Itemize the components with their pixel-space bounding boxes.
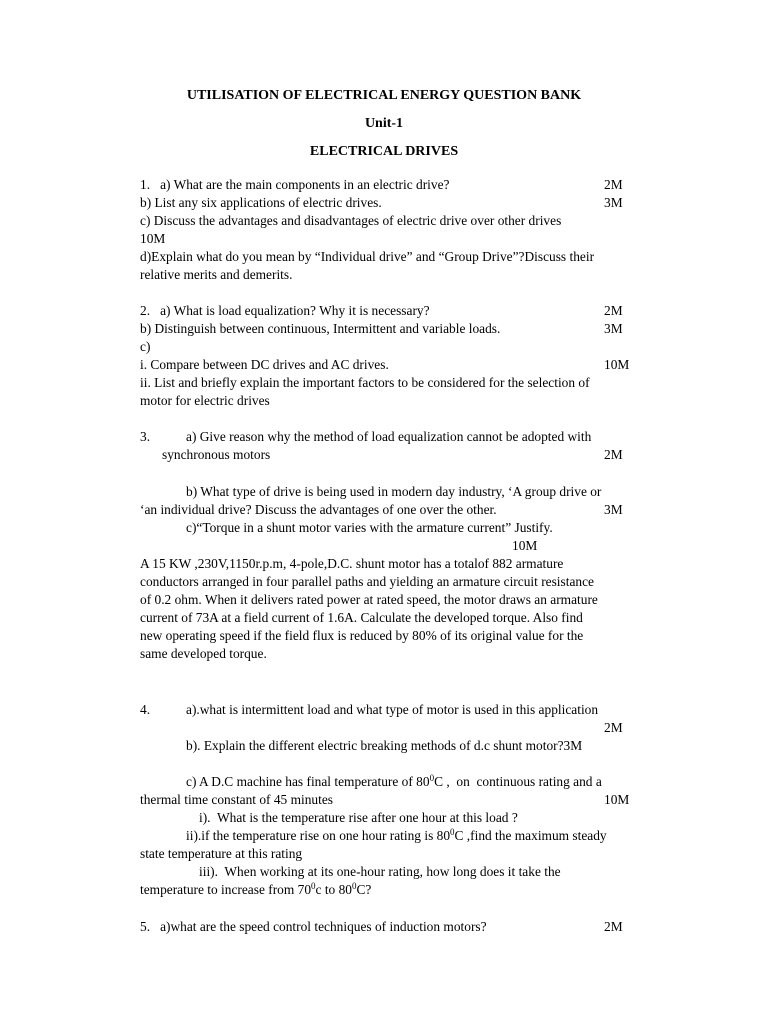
q3-a-text-line2: synchronous motors <box>162 447 271 462</box>
degree-superscript: 0 <box>311 881 316 891</box>
q2-c-ii-text-line1: ii. List and briefly explain the important factors to be considered for the selection of <box>140 375 590 390</box>
degree-superscript: 0 <box>429 773 435 783</box>
unit-heading: Unit-1 <box>364 116 404 131</box>
document-title: UTILISATION OF ELECTRICAL ENERGY QUESTION BANK <box>186 88 582 103</box>
q2-c-text: c) <box>140 339 151 354</box>
q3-number: 3. <box>140 429 151 444</box>
q4-c-ii-text-line2: state temperature at this rating <box>140 846 303 861</box>
q1-d-text-line2: relative merits and demerits. <box>140 267 293 282</box>
q2-a-text: 2. a) What is load equalization? Why it is necessary? <box>140 303 430 318</box>
q3-problem-line1: A 15 KW ,230V,1150r.p.m, 4-pole,D.C. shunt motor has a totalof 882 armature <box>140 556 564 571</box>
q2-a-marks: 2M <box>604 303 623 318</box>
degree-superscript: 0 <box>351 881 357 891</box>
q3-problem-line4: current of 73A at a field current of 1.6A. Calculate the developed torque. Also find <box>140 610 583 625</box>
q3-c-marks: 10M <box>512 538 538 553</box>
q4-a-marks: 2M <box>604 720 623 735</box>
q3-b-text-line1: b) What type of drive is being used in modern day industry, ‘A group drive or <box>186 484 602 499</box>
q2-c-i-text: i. Compare between DC drives and AC drives. <box>140 357 389 372</box>
q4-number: 4. <box>140 702 151 717</box>
q2-c-ii-text-line2: motor for electric drives <box>140 393 270 408</box>
q3-a-text-line1: a) Give reason why the method of load equalization cannot be adopted with <box>186 429 592 444</box>
q4-c-text-line2: thermal time constant of 45 minutes <box>140 792 334 807</box>
q4-c-iii-text-line1: iii). When working at its one-hour rating, how long does it take the <box>199 864 561 879</box>
q2-b-text: b) Distinguish between continuous, Intermittent and variable loads. <box>140 321 501 336</box>
q1-b-text: b) List any six applications of electric drives. <box>140 195 382 210</box>
q2-c-i-marks: 10M <box>604 357 630 372</box>
q4-c-iii-text-line2: temperature to increase from $70^0c$ to $80^0C$? <box>140 881 372 897</box>
q3-problem-line6: same developed torque. <box>140 646 267 661</box>
q1-a-marks: 2M <box>604 177 623 192</box>
q3-a-marks: 2M <box>604 447 623 462</box>
degree-superscript: 0 <box>450 827 455 837</box>
q3-problem-line3: of 0.2 ohm. When it delivers rated power at rated speed, the motor draws an armature <box>140 592 598 607</box>
q1-d-text-line1: d)Explain what do you mean by “Individual drive” and “Group Drive”?Discuss their <box>140 249 595 264</box>
q3-problem-line2: conductors arranged in four parallel paths and yielding an armature circuit resistance <box>140 574 594 589</box>
q1-b-marks: 3M <box>604 195 623 210</box>
q1-c-text: c) Discuss the advantages and disadvantages of electric drive over other drives <box>140 213 562 228</box>
q4-c-marks: 10M <box>604 792 630 807</box>
q4-a-text: a).what is intermittent load and what type of motor is used in this application <box>186 702 599 717</box>
q1-c-marks: 10M <box>140 231 166 246</box>
q3-b-text-line2: ‘an individual drive? Discuss the advantages of one over the other. <box>140 502 497 517</box>
q4-b-text: b). Explain the different electric breaking methods of d.c shunt motor?3M <box>186 738 583 753</box>
q4-c-ii-text-line1: ii).if the temperature rise on one hour rating is $80^0C$ ,find the maximum steady <box>186 827 607 843</box>
subject-heading: ELECTRICAL DRIVES <box>309 144 459 159</box>
q2-b-marks: 3M <box>604 321 623 336</box>
q5-a-text: 5. a)what are the speed control techniques of induction motors? <box>140 919 487 934</box>
q3-b-marks: 3M <box>604 502 623 517</box>
q3-problem-line5: new operating speed if the field flux is reduced by 80% of its original value for the <box>140 628 584 643</box>
q4-c-i-text: i). What is the temperature rise after one hour at this load ? <box>199 810 518 825</box>
q3-c-text: c)“Torque in a shunt motor varies with the armature current” Justify. <box>186 520 553 535</box>
q5-a-marks: 2M <box>604 919 623 934</box>
q4-c-text-line1: c) A D.C machine has final temperature of $80^0C$ , on continuous rating and a <box>186 773 602 789</box>
q1-a-text: 1. a) What are the main components in an electric drive? <box>140 177 450 192</box>
